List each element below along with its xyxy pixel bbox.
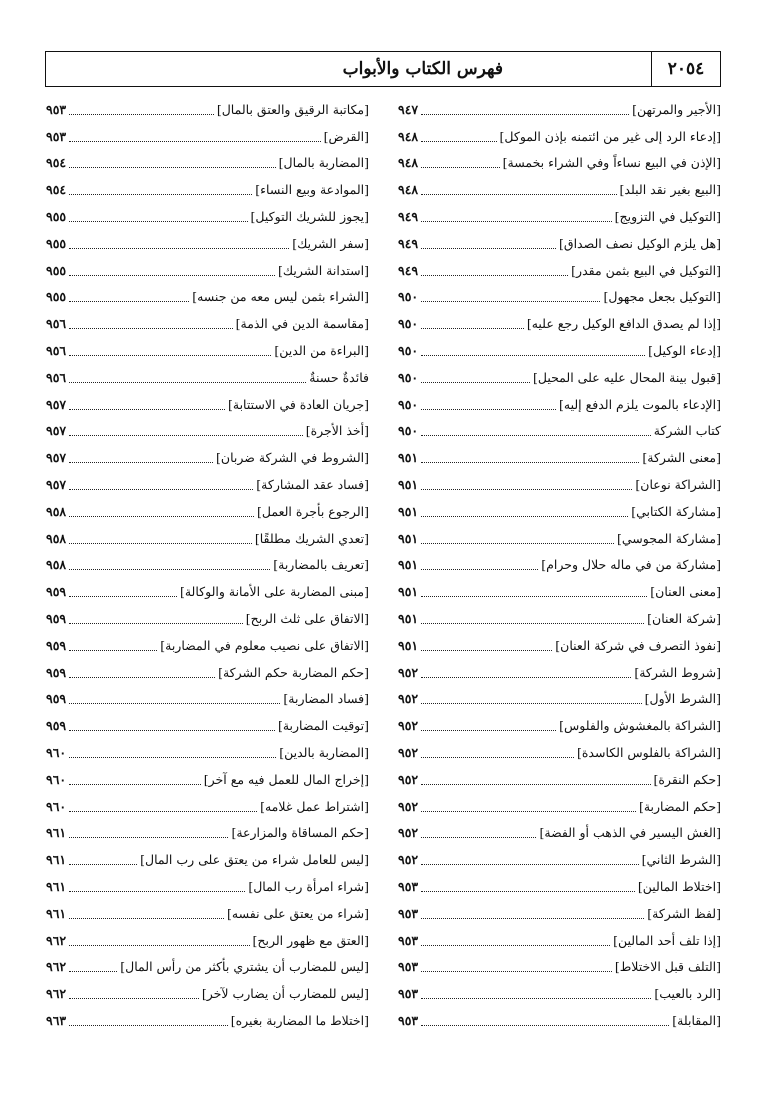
- entry-page-number: ٩٥٧: [46, 450, 67, 466]
- index-entry: [398, 686, 721, 713]
- dot-leader: [421, 301, 600, 302]
- dot-leader: [421, 167, 500, 168]
- dot-leader: [69, 489, 253, 490]
- dot-leader: [421, 328, 524, 329]
- entry-title: [مشاركة من في ماله حلال وحرام]: [541, 557, 721, 573]
- entry-page-number: ٩٥٢: [398, 745, 419, 761]
- entry-page-number: ٩٥٩: [46, 718, 67, 734]
- entry-title: [القرض]: [323, 128, 369, 144]
- index-entry: [46, 230, 369, 257]
- entry-page-number: ٩٥٥: [46, 235, 67, 251]
- index-entry: [398, 525, 721, 552]
- index-entry: [46, 525, 369, 552]
- dot-leader: [421, 811, 636, 812]
- entry-title: [شراء من يعتق على نفسه]: [227, 905, 369, 921]
- dot-leader: [421, 489, 632, 490]
- index-entry: [398, 605, 721, 632]
- entry-title: [ليس للعامل شراء من يعتق على رب المال]: [140, 852, 369, 868]
- entry-title: [حكم المضاربة حكم الشركة]: [218, 664, 369, 680]
- index-entry: [46, 766, 369, 793]
- dot-leader: [421, 1025, 669, 1026]
- entry-page-number: ٩٥٨: [46, 503, 67, 519]
- entry-page-number: ٩٦٢: [46, 932, 67, 948]
- entry-title: [حكم النقرة]: [653, 771, 721, 787]
- entry-page-number: ٩٤٨: [398, 182, 419, 198]
- entry-page-number: ٩٥٢: [398, 664, 419, 680]
- index-entry: [46, 873, 369, 900]
- dot-leader: [421, 891, 635, 892]
- entry-page-number: ٩٥٠: [398, 369, 419, 385]
- index-entry: [46, 471, 369, 498]
- index-entry: [398, 793, 721, 820]
- entry-page-number: ٩٥٣: [46, 101, 67, 117]
- dot-leader: [69, 462, 213, 463]
- index-entry: [398, 96, 721, 123]
- entry-page-number: ٩٥١: [398, 530, 419, 546]
- index-entry: [398, 123, 721, 150]
- dot-leader: [421, 141, 496, 142]
- index-entry: [46, 391, 369, 418]
- entry-page-number: ٩٥٠: [398, 423, 419, 439]
- entry-title: [الرد بالعيب]: [654, 986, 721, 1002]
- entry-title: [التوكيل في البيع بثمن مقدر]: [571, 262, 721, 278]
- entry-title: [الشراء بثمن ليس معه من جنسه]: [192, 289, 369, 305]
- entry-page-number: ٩٥٩: [46, 691, 67, 707]
- index-entry: [398, 230, 721, 257]
- entry-page-number: ٩٦١: [46, 879, 67, 894]
- dot-leader: [421, 462, 639, 463]
- dot-leader: [421, 971, 612, 972]
- entry-page-number: ٩٥٣: [398, 986, 419, 1002]
- entry-title: [أخذ الأجرة]: [305, 423, 369, 439]
- entry-page-number: ٩٥٣: [398, 959, 419, 975]
- page-number: ٢٠٥٤: [651, 52, 720, 86]
- entry-page-number: ٩٥٤: [46, 182, 67, 198]
- index-entry: [398, 632, 721, 659]
- entry-title: فائدةٌ حسنةٌ: [309, 369, 369, 385]
- entry-page-number: ٩٦٠: [46, 798, 67, 814]
- entry-page-number: ٩٥٠: [398, 289, 419, 305]
- index-entry: [46, 176, 369, 203]
- entry-page-number: ٩٥٠: [398, 343, 419, 359]
- dot-leader: [69, 382, 306, 383]
- entry-page-number: ٩٥٢: [398, 852, 419, 868]
- entry-page-number: ٩٥١: [398, 450, 419, 466]
- dot-leader: [69, 114, 214, 115]
- entry-page-number: ٩٤٧: [398, 101, 419, 117]
- index-entry: [398, 659, 721, 686]
- index-entry: [398, 150, 721, 177]
- entry-title: [توقيت المضاربة]: [277, 718, 369, 734]
- index-entry: [398, 1007, 721, 1034]
- entry-title: [قبول بينة المحال عليه على المحيل]: [532, 369, 721, 385]
- index-entry: [398, 498, 721, 525]
- entry-page-number: ٩٥٧: [46, 423, 67, 439]
- dot-leader: [69, 677, 215, 678]
- dot-leader: [421, 569, 538, 570]
- entry-title: [الشراكة بالفلوس الكاسدة]: [576, 745, 721, 761]
- index-entry: [46, 337, 369, 364]
- entry-title: [الغش اليسير في الذهب أو الفضة]: [539, 825, 721, 841]
- dot-leader: [69, 971, 117, 972]
- entry-title: [إذا لم يصدق الدافع الوكيل رجع عليه]: [526, 316, 721, 332]
- entry-title: [مبنى المضاربة على الأمانة والوكالة]: [179, 584, 369, 600]
- dot-leader: [421, 837, 536, 838]
- entry-title: [فساد عقد المشاركة]: [256, 477, 369, 493]
- entry-page-number: ٩٥٩: [46, 664, 67, 680]
- entry-title: [حكم المضاربة]: [638, 798, 721, 814]
- index-entry: [46, 712, 369, 739]
- entry-title: [إذا تلف أحد المالين]: [613, 932, 721, 948]
- entry-title: [استدانة الشريك]: [277, 262, 369, 278]
- entry-page-number: ٩٥٣: [398, 905, 419, 921]
- entry-page-number: ٩٥١: [398, 611, 419, 627]
- index-entry: [46, 444, 369, 471]
- entry-page-number: ٩٥٣: [398, 932, 419, 948]
- dot-leader: [421, 275, 568, 276]
- entry-page-number: ٩٥٥: [46, 209, 67, 225]
- entry-title: [مشاركة المجوسي]: [617, 530, 721, 546]
- dot-leader: [421, 677, 631, 678]
- entry-title: [هل يلزم الوكيل نصف الصداق]: [559, 235, 721, 251]
- entry-page-number: ٩٥٧: [46, 477, 67, 493]
- entry-title: [اختلاط المالين]: [637, 879, 721, 894]
- dot-leader: [421, 864, 638, 865]
- dot-leader: [69, 141, 320, 142]
- dot-leader: [69, 328, 232, 329]
- dot-leader: [69, 516, 254, 517]
- dot-leader: [421, 918, 644, 919]
- entry-page-number: ٩٤٨: [398, 128, 419, 144]
- entry-title: [نفوذ التصرف في شركة العنان]: [555, 637, 721, 653]
- index-entry: [46, 659, 369, 686]
- entry-page-number: ٩٥٤: [46, 155, 67, 171]
- entry-title: [معنى العنان]: [650, 584, 721, 600]
- index-entry: [46, 632, 369, 659]
- dot-leader: [69, 623, 243, 624]
- entry-page-number: ٩٥٨: [46, 557, 67, 573]
- dot-leader: [421, 382, 530, 383]
- entry-page-number: ٩٦٣: [46, 1012, 67, 1028]
- dot-leader: [69, 221, 247, 222]
- dot-leader: [69, 703, 280, 704]
- dot-leader: [69, 435, 303, 436]
- index-entry: [46, 257, 369, 284]
- index-entry: [46, 364, 369, 391]
- dot-leader: [421, 194, 616, 195]
- entry-page-number: ٩٥٣: [398, 879, 419, 894]
- entry-page-number: ٩٤٨: [398, 155, 419, 171]
- entry-title: [التلف قبل الاختلاط]: [614, 959, 721, 975]
- entry-page-number: ٩٥١: [398, 477, 419, 493]
- entry-title: كتاب الشركة: [653, 423, 721, 439]
- entry-title: [لفظ الشركة]: [647, 905, 721, 921]
- index-entry: [46, 418, 369, 445]
- dot-leader: [421, 221, 612, 222]
- entry-page-number: ٩٤٩: [398, 209, 419, 225]
- entry-page-number: ٩٥٨: [46, 530, 67, 546]
- index-entry: [398, 337, 721, 364]
- entry-page-number: ٩٥٢: [398, 718, 419, 734]
- dot-leader: [421, 409, 556, 410]
- entry-page-number: ٩٤٩: [398, 235, 419, 251]
- entry-title: [جريان العادة في الاستتابة]: [227, 396, 369, 412]
- dot-leader: [421, 248, 556, 249]
- index-entry: [46, 846, 369, 873]
- index-entry: [398, 418, 721, 445]
- dot-leader: [421, 703, 642, 704]
- index-entry: [398, 739, 721, 766]
- dot-leader: [421, 784, 650, 785]
- index-entry: [398, 954, 721, 981]
- entry-title: [اشتراط عمل غلامه]: [260, 798, 369, 814]
- entry-title: [العتق مع ظهور الربح]: [252, 932, 369, 948]
- index-entry: [398, 203, 721, 230]
- dot-leader: [69, 248, 289, 249]
- index-entry: [46, 605, 369, 632]
- entry-title: [الشرط الأول]: [644, 691, 721, 707]
- entry-title: [ليس للمضارب أن يشتري بأكثر من رأس المال]: [120, 959, 369, 975]
- index-entry: [398, 873, 721, 900]
- entry-page-number: ٩٥٣: [46, 128, 67, 144]
- index-entry: [46, 310, 369, 337]
- dot-leader: [69, 837, 228, 838]
- entry-page-number: ٩٥٥: [46, 262, 67, 278]
- entry-title: [الرجوع بأجرة العمل]: [257, 503, 369, 519]
- index-entry: [398, 364, 721, 391]
- entry-title: [مقاسمة الدين في الذمة]: [235, 316, 369, 332]
- entry-page-number: ٩٥٢: [398, 798, 419, 814]
- entry-page-number: ٩٥٢: [398, 771, 419, 787]
- entry-title: [الإذن في البيع نساءاً وفي الشراء بخمسة]: [502, 155, 721, 171]
- entry-page-number: ٩٤٩: [398, 262, 419, 278]
- index-entry: [46, 203, 369, 230]
- entry-title: [شراء امرأة رب المال]: [248, 879, 369, 894]
- entry-page-number: ٩٥٦: [46, 369, 67, 385]
- index-entry: [46, 1007, 369, 1034]
- dot-leader: [69, 864, 137, 865]
- dot-leader: [421, 114, 629, 115]
- dot-leader: [69, 275, 275, 276]
- entry-title: [الشراكة بالمغشوش والفلوس]: [559, 718, 721, 734]
- dot-leader: [421, 998, 651, 999]
- entry-title: [إدعاء الرد إلى غير من ائتمنه بإذن الموكل]: [499, 128, 721, 144]
- entry-title: [إدعاء الوكيل]: [648, 343, 721, 359]
- dot-leader: [69, 918, 224, 919]
- page-header: [45, 51, 721, 87]
- index-entry: [398, 578, 721, 605]
- dot-leader: [421, 435, 651, 436]
- index-entry: [46, 96, 369, 123]
- index-entry: [398, 176, 721, 203]
- entry-title: [المضاربة بالدين]: [279, 745, 369, 761]
- entry-title: [حكم المساقاة والمزارعة]: [231, 825, 369, 841]
- index-entry: [46, 980, 369, 1007]
- entry-page-number: ٩٦١: [46, 852, 67, 868]
- entry-title: [ليس للمضارب أن يضارب لآخر]: [201, 986, 369, 1002]
- index-entry: [46, 150, 369, 177]
- entry-title: [يجوز للشريك التوكيل]: [250, 209, 369, 225]
- index-entry: [398, 820, 721, 847]
- index-entry: [398, 900, 721, 927]
- dot-leader: [69, 301, 189, 302]
- dot-leader: [69, 730, 275, 731]
- entry-title: [الاتفاق على ثلث الربح]: [245, 611, 369, 627]
- entry-page-number: ٩٥٢: [398, 691, 419, 707]
- entry-page-number: ٩٦٠: [46, 771, 67, 787]
- index-entry: [46, 739, 369, 766]
- entry-page-number: ٩٥٠: [398, 316, 419, 332]
- dot-leader: [69, 784, 201, 785]
- index-entry: [46, 954, 369, 981]
- entry-page-number: ٩٦٢: [46, 986, 67, 1002]
- index-column-left: [46, 96, 369, 1034]
- entry-title: [إخراج المال للعمل فيه مع آخر]: [203, 771, 369, 787]
- index-entry: [46, 686, 369, 713]
- dot-leader: [421, 355, 645, 356]
- index-entry: [398, 284, 721, 311]
- entry-page-number: ٩٥٩: [46, 584, 67, 600]
- entry-page-number: ٩٥٣: [398, 1012, 419, 1028]
- index-entry: [46, 552, 369, 579]
- entry-page-number: ٩٥٦: [46, 343, 67, 359]
- dot-leader: [69, 194, 252, 195]
- index-entry: [398, 310, 721, 337]
- page-title: فهرس الكتاب والأبواب: [342, 59, 503, 79]
- dot-leader: [69, 167, 276, 168]
- index-entry: [46, 927, 369, 954]
- entry-title: [شركة العنان]: [647, 611, 721, 627]
- dot-leader: [69, 811, 257, 812]
- entry-title: [البراءة من الدين]: [274, 343, 369, 359]
- index-entry: [46, 498, 369, 525]
- entry-page-number: ٩٦١: [46, 825, 67, 841]
- dot-leader: [69, 355, 271, 356]
- entry-title: [سفر الشريك]: [292, 235, 369, 251]
- entry-title: [الشرط الثاني]: [641, 852, 721, 868]
- index-entry: [398, 471, 721, 498]
- dot-leader: [69, 1025, 228, 1026]
- dot-leader: [69, 596, 177, 597]
- index-entry: [398, 552, 721, 579]
- entry-page-number: ٩٥٥: [46, 289, 67, 305]
- dot-leader: [421, 650, 552, 651]
- dot-leader: [69, 650, 157, 651]
- entry-title: [الاتفاق على نصيب معلوم في المضاربة]: [160, 637, 369, 653]
- entry-page-number: ٩٥٩: [46, 611, 67, 627]
- entry-title: [الشروط في الشركة ضربان]: [216, 450, 369, 466]
- entry-title: [المضاربة بالمال]: [278, 155, 369, 171]
- index-entry: [398, 766, 721, 793]
- index-entry: [46, 793, 369, 820]
- entry-title: [اختلاط ما المضاربة بغيره]: [230, 1012, 369, 1028]
- entry-title: [التوكيل بجعل مجهول]: [603, 289, 721, 305]
- index-entry: [398, 712, 721, 739]
- dot-leader: [69, 543, 252, 544]
- dot-leader: [69, 409, 225, 410]
- index-entry: [46, 900, 369, 927]
- entry-page-number: ٩٥٦: [46, 316, 67, 332]
- entry-title: [البيع بغير نقد البلد]: [619, 182, 721, 198]
- entry-title: [الشراكة نوعان]: [635, 477, 721, 493]
- dot-leader: [69, 945, 249, 946]
- index-entry: [398, 846, 721, 873]
- dot-leader: [69, 891, 245, 892]
- index-entry: [398, 927, 721, 954]
- index-entry: [398, 391, 721, 418]
- dot-leader: [421, 730, 556, 731]
- entry-page-number: ٩٥٧: [46, 396, 67, 412]
- entry-page-number: ٩٦٢: [46, 959, 67, 975]
- dot-leader: [421, 757, 574, 758]
- entry-title: [شروط الشركة]: [634, 664, 721, 680]
- entry-page-number: ٩٥٢: [398, 825, 419, 841]
- entry-title: [معنى الشركة]: [642, 450, 721, 466]
- entry-title: [المقابلة]: [672, 1012, 721, 1028]
- entry-title: [الموادعة وبيع النساء]: [255, 182, 369, 198]
- index-column-right: [398, 96, 721, 1034]
- index-entry: [398, 257, 721, 284]
- entry-page-number: ٩٥٩: [46, 637, 67, 653]
- entry-page-number: ٩٦١: [46, 905, 67, 921]
- entry-page-number: ٩٥٠: [398, 396, 419, 412]
- entry-title: [التوكيل في التزويج]: [614, 209, 721, 225]
- entry-title: [تعدي الشريك مطلقًا]: [254, 530, 369, 546]
- dot-leader: [421, 596, 647, 597]
- dot-leader: [69, 569, 270, 570]
- entry-page-number: ٩٦٠: [46, 745, 67, 761]
- index-entry: [46, 123, 369, 150]
- entry-title: [مكاتبة الرقيق والعتق بالمال]: [216, 101, 369, 117]
- dot-leader: [421, 623, 644, 624]
- entry-title: [مشاركة الكتابي]: [631, 503, 721, 519]
- entry-page-number: ٩٥١: [398, 637, 419, 653]
- entry-title: [الإدعاء بالموت يلزم الدفع إليه]: [559, 396, 721, 412]
- index-entry: [46, 284, 369, 311]
- entry-page-number: ٩٥١: [398, 584, 419, 600]
- entry-title: [الأجير والمرتهن]: [632, 101, 721, 117]
- dot-leader: [69, 998, 199, 999]
- dot-leader: [421, 516, 628, 517]
- dot-leader: [421, 945, 610, 946]
- entry-page-number: ٩٥١: [398, 557, 419, 573]
- index-entry: [46, 578, 369, 605]
- entry-title: [فساد المضاربة]: [283, 691, 369, 707]
- entry-page-number: ٩٥١: [398, 503, 419, 519]
- entry-title: [تعريف بالمضاربة]: [273, 557, 369, 573]
- index-entry: [46, 820, 369, 847]
- dot-leader: [69, 757, 276, 758]
- index-entry: [398, 444, 721, 471]
- index-entry: [398, 980, 721, 1007]
- dot-leader: [421, 543, 614, 544]
